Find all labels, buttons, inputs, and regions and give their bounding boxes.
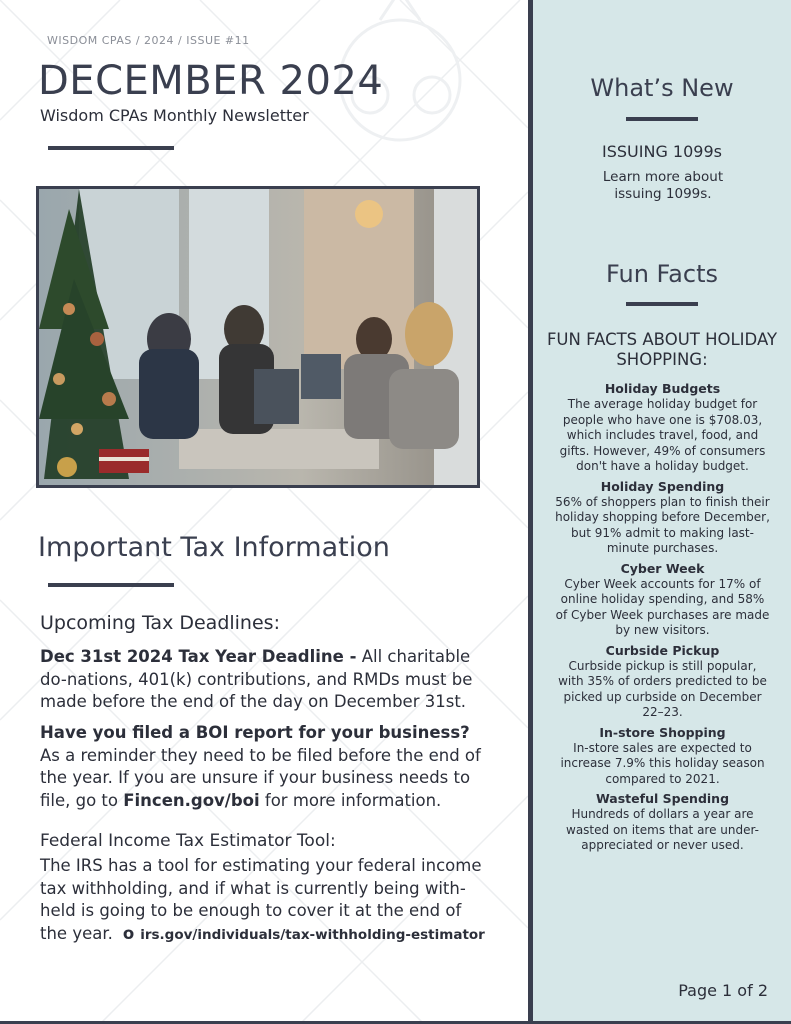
fact-item bbox=[555, 560, 770, 639]
photo-illustration bbox=[39, 189, 477, 485]
fact-title: Wasteful Spending bbox=[595, 791, 730, 806]
boi-tail: for more information. bbox=[259, 790, 442, 810]
fincen-link[interactable]: Fincen.gov/boi bbox=[123, 790, 260, 810]
fact-title: Holiday Budgets bbox=[604, 381, 721, 396]
newsletter-title: DECEMBER 2024 bbox=[38, 58, 384, 104]
fact-item bbox=[555, 478, 770, 557]
issuing-1099s-link[interactable]: Learn more about issuing 1099s. bbox=[602, 169, 724, 202]
fact-body: Curbside pickup is still popular, with 35% of orders predicted to be picked up curbside on December 22–23. bbox=[558, 658, 767, 719]
whats-new-heading: What’s New bbox=[590, 74, 734, 102]
fact-title: Holiday Spending bbox=[600, 478, 725, 494]
estimator-paragraph bbox=[40, 855, 490, 946]
irs-estimator-link[interactable]: irs.gov/individuals/tax-withholding-estimator bbox=[140, 926, 485, 943]
deadlines-heading: Upcoming Tax Deadlines: bbox=[40, 612, 280, 634]
fact-body: 56% of shoppers plan to finish their holiday shopping before December, but 91% admit to making last-minute purchases. bbox=[555, 494, 770, 555]
fact-body: The average holiday budget for people who have one is $708.03, which includes travel, food, and gifts. However, 49% of consumers don't have a holiday budget. bbox=[559, 397, 766, 473]
fact-body: In-store sales are expected to increase 7.9% this holiday season compared to 2021. bbox=[560, 740, 765, 786]
fun-facts-list bbox=[555, 380, 770, 857]
fact-item bbox=[555, 724, 770, 788]
issue-kicker: WISDOM CPAS / 2024 / ISSUE #11 bbox=[47, 34, 250, 47]
fact-title: Cyber Week bbox=[620, 560, 705, 576]
deadline-lead: Dec 31st 2024 Tax Year Deadline - bbox=[40, 647, 357, 666]
fact-title: Curbside Pickup bbox=[605, 642, 720, 658]
fact-item bbox=[555, 642, 770, 721]
boi-paragraph bbox=[40, 722, 490, 812]
boi-lead: Have you filed a BOI report for your business? bbox=[40, 723, 470, 742]
deadline-text: All charitable do-nations, 401(k) contributions, and RMDs must be made before the end of the day on December 31st. bbox=[40, 647, 473, 711]
fact-title: In-store Shopping bbox=[599, 724, 726, 740]
estimator-heading: Federal Income Tax Estimator Tool: bbox=[40, 831, 336, 851]
page-number: Page 1 of 2 bbox=[678, 981, 768, 1000]
deadline-paragraph bbox=[40, 646, 490, 714]
estimator-text: The IRS has a tool for estimating your federal income tax withholding, and if what is currently being with-held is going to be enough to cover it at the end of the year. bbox=[40, 856, 482, 943]
bullet-icon: o bbox=[122, 923, 135, 943]
tax-section-heading: Important Tax Information bbox=[38, 532, 390, 563]
fact-body: Cyber Week accounts for 17% of online holiday spending, and 58% of Cyber Week purchases are made by new visitors. bbox=[555, 576, 770, 637]
whats-new-underline bbox=[626, 117, 698, 121]
boi-text: As a reminder they need to be filed before the end of the year. If you are unsure if your business needs to file, go to bbox=[40, 745, 481, 810]
newsletter-subtitle: Wisdom CPAs Monthly Newsletter bbox=[40, 106, 309, 125]
fun-facts-heading: Fun Facts bbox=[606, 260, 718, 288]
fact-body: Hundreds of dollars a year are wasted on items that are under-appreciated or never used. bbox=[566, 807, 759, 852]
title-underline bbox=[48, 146, 174, 150]
office-holiday-photo bbox=[36, 186, 480, 488]
fun-facts-underline bbox=[626, 302, 698, 306]
fact-item bbox=[555, 380, 770, 475]
fun-facts-subheading: FUN FACTS ABOUT HOLIDAY SHOPPING: bbox=[546, 330, 778, 369]
fact-item bbox=[555, 790, 770, 854]
tax-heading-underline bbox=[48, 583, 174, 587]
issuing-1099s-title: ISSUING 1099s bbox=[602, 142, 722, 161]
